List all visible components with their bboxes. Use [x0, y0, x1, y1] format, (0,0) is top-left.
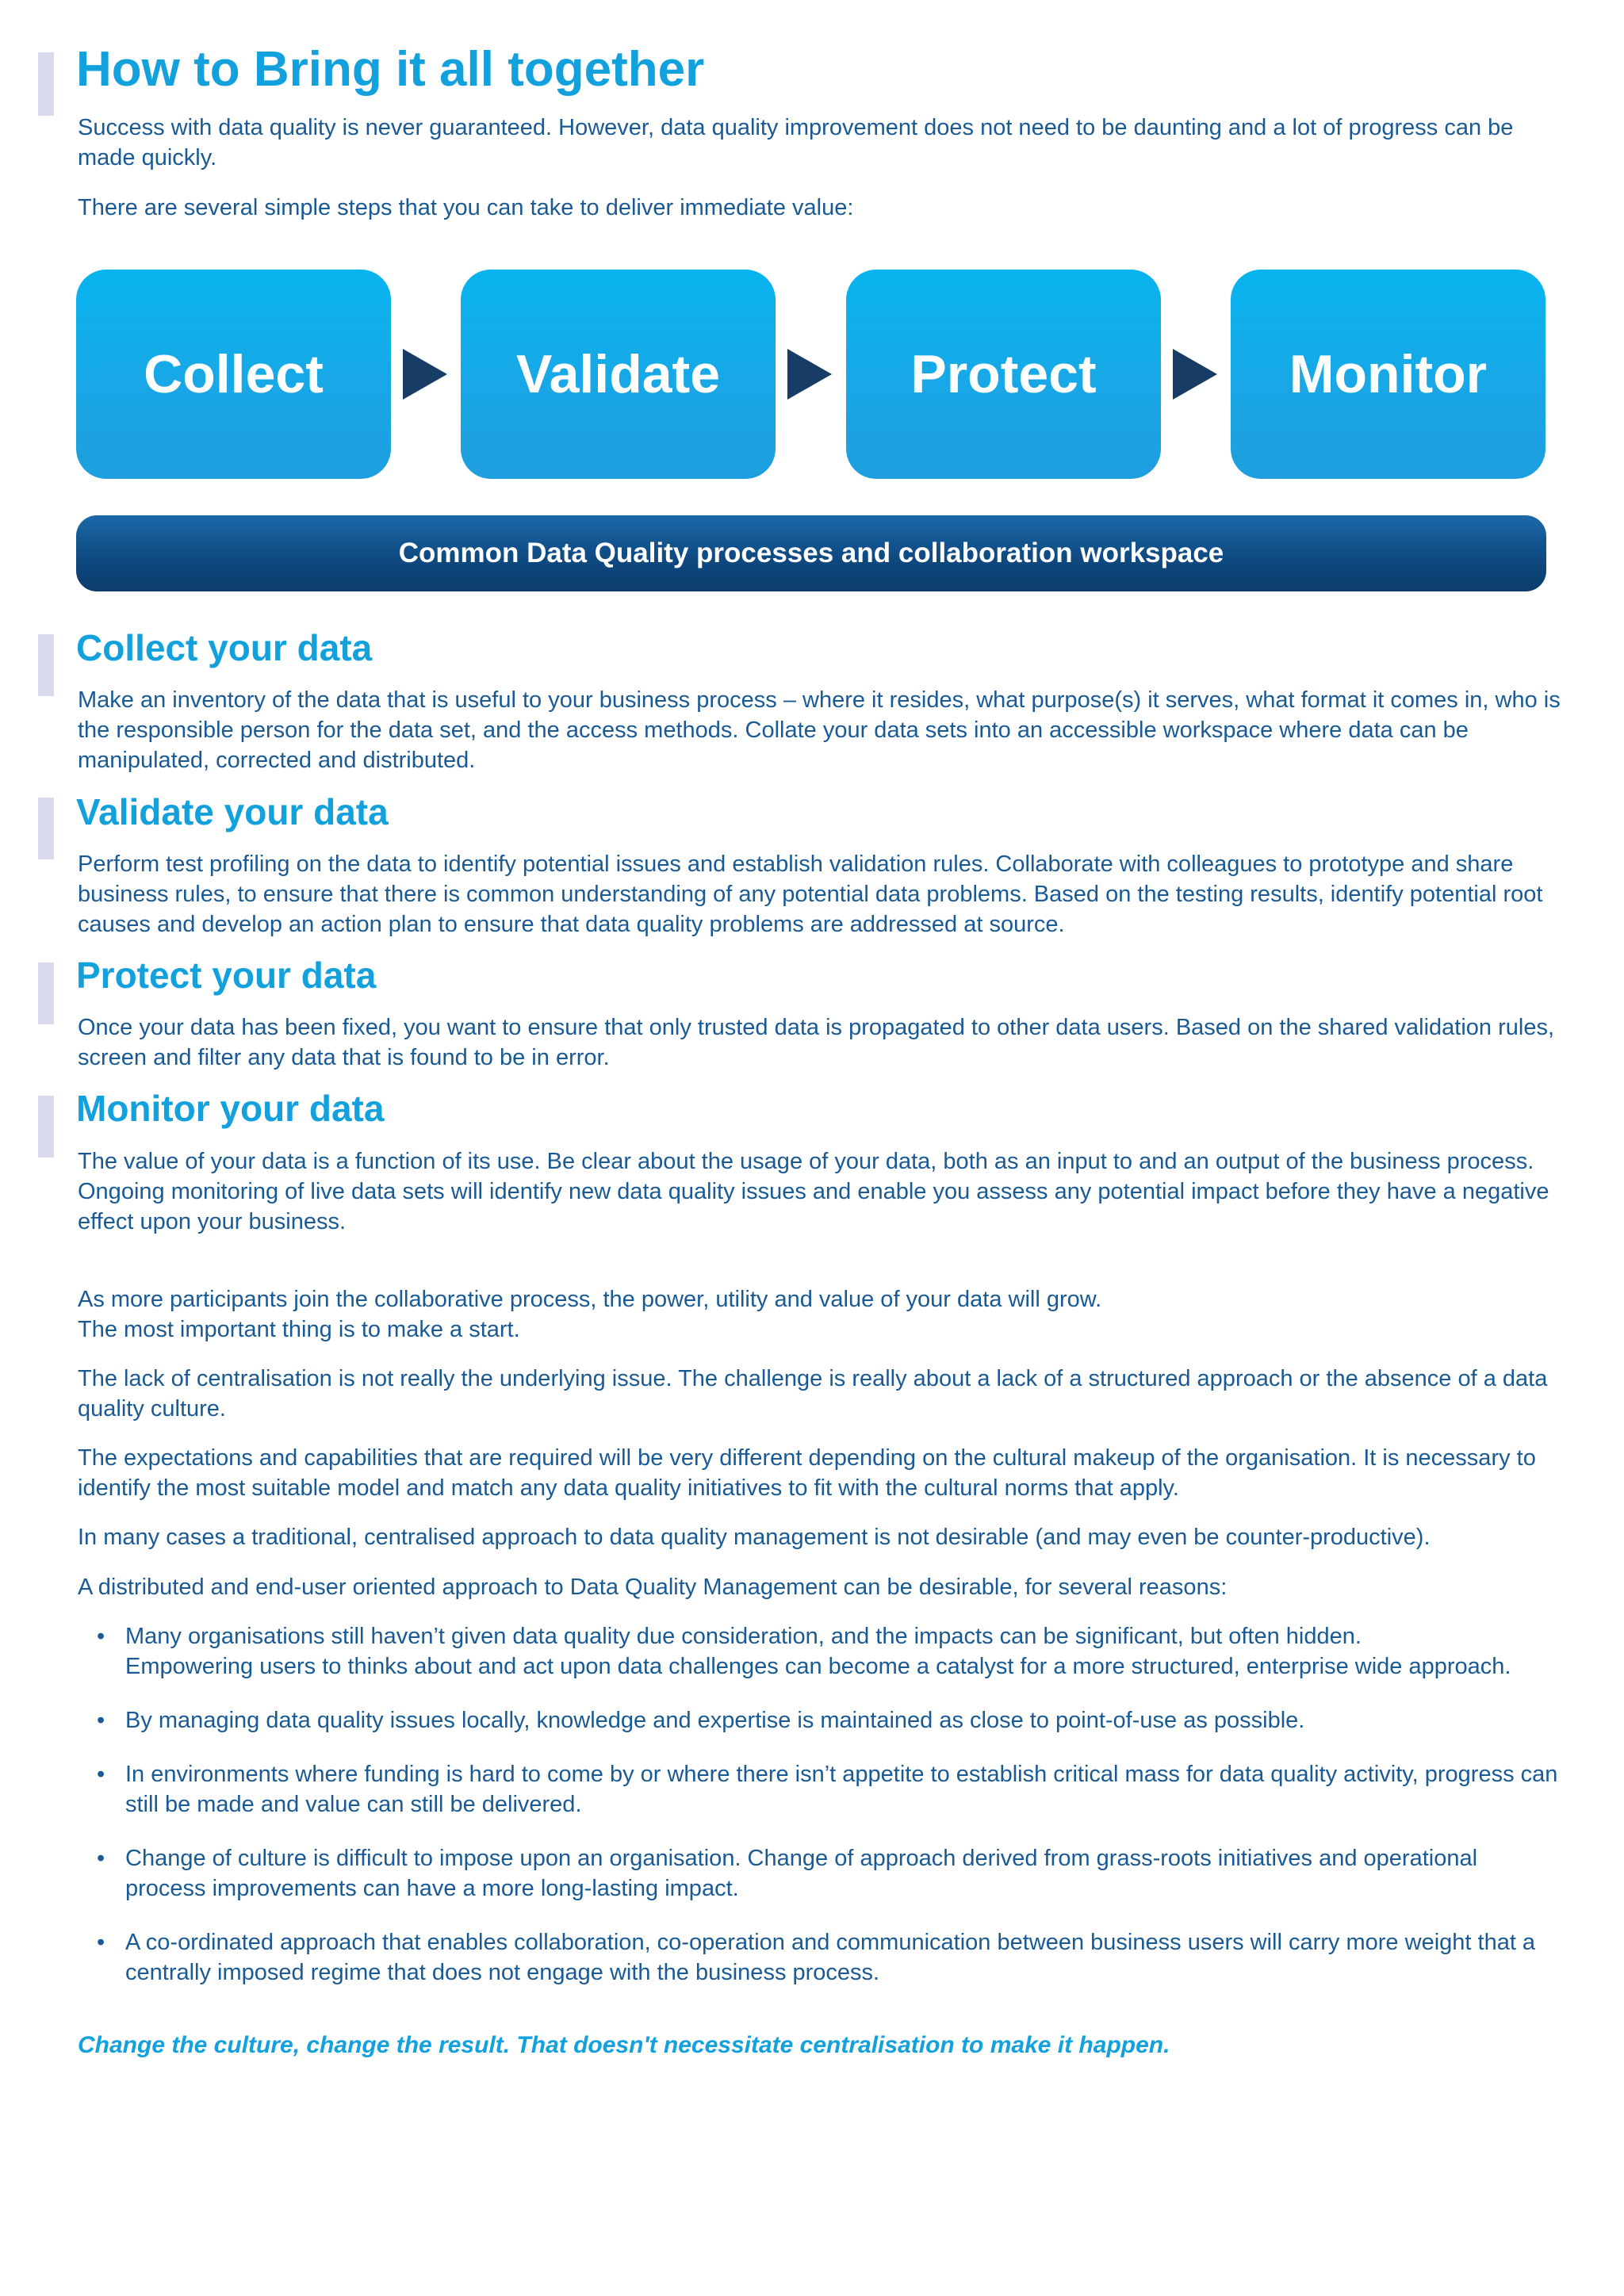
body-paragraph-2: The lack of centralisation is not really the underlying issue. The challenge is really about a lack of a structured approach or the absence of a data quality culture. — [78, 1366, 1548, 1422]
bullet-icon: • — [97, 1624, 105, 1649]
body-paragraph-1-line-1: As more participants join the collaborative process, the power, utility and value of your data will grow. — [78, 1287, 1102, 1312]
body-paragraph-3: The expectations and capabilities that are required will be very different depending on the cultural makeup of the organisation. It is necessary to identify the most suitable model and match any data quality initiatives to fit with the cultural norms that apply. — [78, 1445, 1536, 1501]
section-marker — [38, 962, 54, 1024]
section-body-monitor: The value of your data is a function of its use. Be clear about the usage of your data, both as an input to and an output of the business process. Ongoing monitoring of live data sets will identify new data quality issues and enable you assess any potential impact before they have a negative effect upon your business. — [78, 1149, 1549, 1234]
list-item — [97, 1843, 1564, 1904]
list-item-text: In environments where funding is hard to come by or where there isn’t appetite to establish critical mass for data quality activity, progress can still be made and value can still be delivered. — [125, 1762, 1558, 1817]
section-marker — [38, 798, 54, 859]
list-item — [97, 1927, 1564, 1988]
list-item — [97, 1621, 1564, 1682]
list-item — [97, 1759, 1564, 1820]
section-body-validate: Perform test profiling on the data to identify potential issues and establish validation rules. Collaborate with colleagues to prototype and share business rules, to ensure that there is common understanding of any potential data problems. Based on the testing results, identify potential root causes and develop an action plan to ensure that data quality problems are addressed at source. — [78, 851, 1543, 937]
list-item-text: Change of culture is difficult to impose upon an organisation. Change of approach derived from grass-roots initiatives and operational process improvements can have a more long-lasting impact. — [125, 1846, 1478, 1901]
arrow-right-icon — [787, 349, 832, 400]
step-protect: Protect — [846, 270, 1161, 479]
intro-paragraph-2: There are several simple steps that you can take to deliver immediate value: — [78, 195, 854, 220]
section-heading-validate: Validate your data — [76, 791, 389, 832]
bullet-icon: • — [97, 1708, 105, 1733]
list-item-text: By managing data quality issues locally, knowledge and expertise is maintained as close to point-of-use as possible. — [125, 1708, 1305, 1733]
arrow-right-icon — [403, 349, 447, 400]
body-paragraph-1-line-2: The most important thing is to make a start. — [78, 1317, 520, 1342]
list-item-text: Empowering users to thinks about and act upon data challenges can become a catalyst for a more structured, enterprise wide approach. — [125, 1654, 1511, 1679]
section-marker — [38, 634, 54, 696]
reasons-list — [97, 1621, 1564, 2011]
section-heading-protect: Protect your data — [76, 955, 377, 996]
section-body-collect: Make an inventory of the data that is useful to your business process – where it resides, what purpose(s) it serves, what format it comes in, who is the responsible person for the data set, and the access methods. Collate your data sets into an accessible workspace where data can be manipulated, corrected and distributed. — [78, 687, 1561, 773]
section-heading-collect: Collect your data — [76, 627, 373, 668]
section-marker — [38, 1096, 54, 1158]
list-item — [97, 1705, 1564, 1735]
title-marker — [38, 52, 54, 116]
page-title: How to Bring it all together — [76, 42, 705, 97]
list-item-text: A co-ordinated approach that enables collaboration, co-operation and communication between business users will carry more weight that a centrally imposed regime that does not engage with the business process. — [125, 1930, 1536, 1985]
intro-paragraph-1: Success with data quality is never guaranteed. However, data quality improvement does not need to be daunting and a lot of progress can be made quickly. — [78, 115, 1514, 170]
arrow-right-icon — [1173, 349, 1217, 400]
closing-statement: Change the culture, change the result. That doesn't necessitate centralisation to make it happen. — [78, 2032, 1170, 2058]
list-item-text: Many organisations still haven’t given data quality due consideration, and the impacts can be significant, but often hidden. — [125, 1624, 1362, 1649]
step-monitor: Monitor — [1231, 270, 1545, 479]
bullet-icon: • — [97, 1762, 105, 1787]
section-body-protect: Once your data has been fixed, you want to ensure that only trusted data is propagated to other data users. Based on the shared validation rules, screen and filter any data that is found to be in error. — [78, 1015, 1555, 1070]
step-validate: Validate — [461, 270, 776, 479]
bullet-icon: • — [97, 1846, 105, 1871]
body-paragraph-5: A distributed and end-user oriented approach to Data Quality Management can be desirable, for several reasons: — [78, 1575, 1228, 1600]
step-collect: Collect — [76, 270, 391, 479]
workspace-bar: Common Data Quality processes and collaboration workspace — [76, 515, 1546, 591]
bullet-icon: • — [97, 1930, 105, 1955]
section-heading-monitor: Monitor your data — [76, 1088, 385, 1129]
body-paragraph-4: In many cases a traditional, centralised approach to data quality management is not desirable (and may even be counter-productive). — [78, 1525, 1431, 1550]
